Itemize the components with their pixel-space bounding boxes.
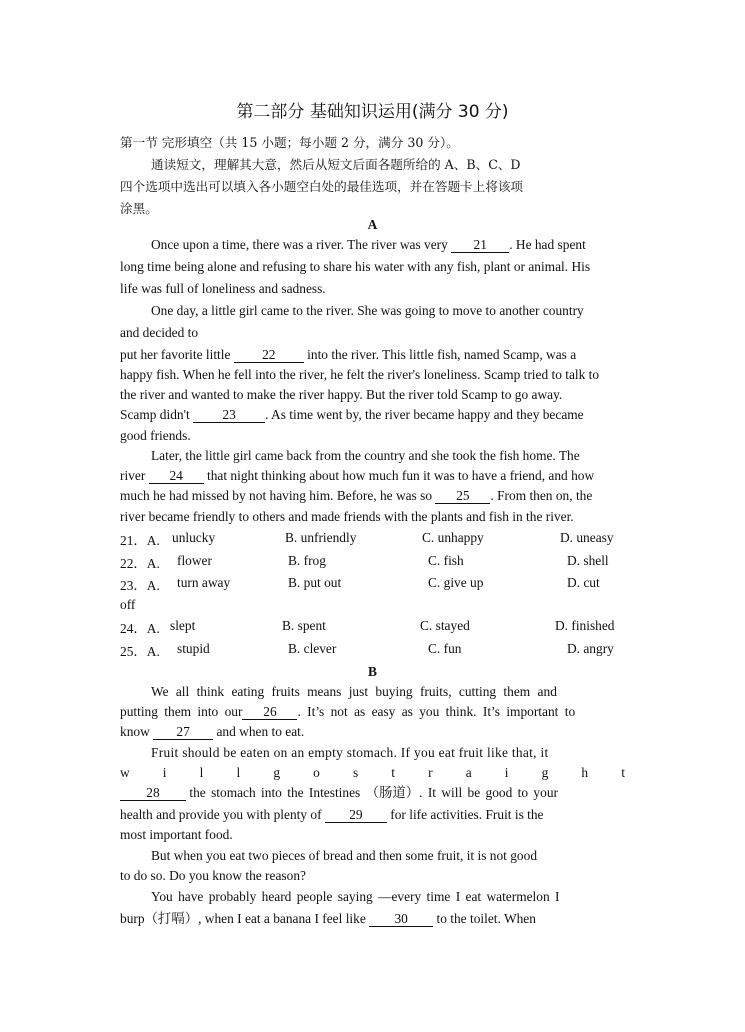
text: the stomach into the Intestines （肠道）. It will be good to your bbox=[189, 785, 558, 800]
letter: l bbox=[236, 765, 241, 780]
option-number: 23．A. bbox=[120, 578, 160, 593]
letter: g bbox=[541, 765, 549, 780]
option-number: 24．A. bbox=[120, 621, 160, 636]
option-b: B. spent bbox=[282, 618, 326, 633]
text: Once upon a time, there was a river. The river was very bbox=[151, 237, 448, 252]
letter: a bbox=[465, 765, 472, 780]
option-d: D. uneasy bbox=[560, 530, 614, 545]
blank-29: 29 bbox=[325, 807, 387, 823]
text: putting them into our bbox=[120, 704, 243, 719]
option-d: D. finished bbox=[555, 618, 615, 633]
instruction-line-3: 涂黑。 bbox=[120, 201, 158, 216]
text: to the toilet. When bbox=[436, 911, 536, 926]
blank-26: 26 bbox=[242, 704, 297, 720]
option-c: C. unhappy bbox=[422, 530, 484, 545]
letter: t bbox=[621, 765, 625, 780]
passage-a-line: and decided to bbox=[120, 325, 199, 340]
passage-a-line: One day, a little girl came to the river. She was going to move to another country bbox=[151, 303, 584, 318]
option-a: slept bbox=[170, 618, 196, 633]
passage-b-line: But when you eat two pieces of bread and then some fruit, it is not good bbox=[151, 848, 538, 863]
passage-a-line: river became friendly to others and made friends with the plants and fish in the river. bbox=[120, 509, 574, 524]
passage-b-line: Fruit should be eaten on an empty stomach. If you eat fruit like that, it bbox=[151, 745, 549, 760]
option-c: C. fish bbox=[428, 553, 464, 568]
passage-b-line: You have probably heard people saying —every time I eat watermelon I bbox=[151, 889, 560, 904]
passage-a-line: long time being alone and refusing to share his water with any fish, plant or animal. His bbox=[120, 259, 591, 274]
spread-letters-line bbox=[120, 764, 625, 782]
letter: t bbox=[391, 765, 395, 780]
text: Scamp didn't bbox=[120, 407, 190, 422]
blank-28: 28 bbox=[120, 785, 186, 801]
text: . He had spent bbox=[509, 237, 586, 252]
passage-b-line bbox=[120, 723, 625, 741]
option-d: D. angry bbox=[567, 641, 614, 656]
option-b: B. clever bbox=[288, 641, 337, 656]
option-b: B. unfriendly bbox=[285, 530, 357, 545]
text: know bbox=[120, 724, 150, 739]
text: put her favorite little bbox=[120, 347, 231, 362]
text: much he had missed by not having him. Before, he was so bbox=[120, 488, 433, 503]
option-number: 25．A. bbox=[120, 644, 160, 659]
text: . As time went by, the river became happy and they became bbox=[265, 407, 584, 422]
blank-24: 24 bbox=[149, 468, 204, 484]
passage-b-line: most important food. bbox=[120, 827, 233, 842]
option-c: C. stayed bbox=[420, 618, 470, 633]
text: . It’s not as easy as you think. It’s important to bbox=[297, 704, 576, 719]
passage-b-line bbox=[120, 806, 625, 824]
passage-a-line: the river and wanted to make the river happy. But the river told Scamp to go away. bbox=[120, 387, 563, 402]
text: into the river. This little fish, named Scamp, was a bbox=[307, 347, 577, 362]
letter: i bbox=[504, 765, 509, 780]
option-c: C. give up bbox=[428, 575, 484, 590]
passage-a-label: A bbox=[367, 217, 378, 232]
passage-a-line: Later, the little girl came back from the country and she took the fish home. The bbox=[151, 448, 580, 463]
text: river bbox=[120, 468, 146, 483]
text: . From then on, the bbox=[490, 488, 593, 503]
text: and when to eat. bbox=[216, 724, 305, 739]
option-d: D. shell bbox=[567, 553, 609, 568]
section-heading: 第一节 完形填空（共 15 小题；每小题 2 分，满分 30 分）。 bbox=[120, 135, 459, 150]
text: We all think eating fruits means just buying fruits, cutting them and bbox=[151, 684, 557, 699]
option-a: flower bbox=[177, 553, 212, 568]
passage-a-line: happy fish. When he fell into the river, he felt the river's loneliness. Scamp tried to talk to bbox=[120, 367, 600, 382]
letter: w bbox=[120, 765, 130, 780]
option-number: 21．A. bbox=[120, 533, 160, 548]
letter: l bbox=[199, 765, 204, 780]
letter: h bbox=[581, 765, 589, 780]
passage-a-line bbox=[120, 467, 625, 485]
passage-a-line bbox=[151, 236, 625, 254]
option-a: unlucky bbox=[172, 530, 216, 545]
passage-a-line bbox=[120, 487, 625, 505]
option-b: B. put out bbox=[288, 575, 342, 590]
blank-22: 22 bbox=[234, 347, 304, 363]
text: for life activities. Fruit is the bbox=[390, 807, 544, 822]
letter: o bbox=[313, 765, 320, 780]
instruction-line-2: 四个选项中选出可以填入各小题空白处的最佳选项，并在答题卡上将该项 bbox=[120, 179, 523, 194]
blank-30: 30 bbox=[369, 911, 433, 927]
text: burp（打嗝）, when I eat a banana I feel like bbox=[120, 911, 366, 926]
letter: i bbox=[162, 765, 167, 780]
blank-21: 21 bbox=[451, 237, 509, 253]
blank-25: 25 bbox=[435, 488, 490, 504]
text: that night thinking about how much fun it was to have a friend, and how bbox=[207, 468, 595, 483]
part-title: 第二部分 基础知识运用(满分 30 分) bbox=[236, 102, 509, 122]
letter: r bbox=[428, 765, 433, 780]
passage-b-line: to do so. Do you know the reason? bbox=[120, 868, 306, 883]
text: health and provide you with plenty of bbox=[120, 807, 322, 822]
passage-b-line bbox=[120, 784, 625, 802]
option-d: D. cut bbox=[567, 575, 600, 590]
passage-b-line bbox=[120, 910, 625, 928]
option-b: B. frog bbox=[288, 553, 326, 568]
option-a: turn away bbox=[177, 575, 231, 590]
passage-b-line bbox=[120, 703, 625, 721]
passage-a-line: life was full of loneliness and sadness. bbox=[120, 281, 326, 296]
passage-a-line: good friends. bbox=[120, 428, 191, 443]
option-d-wrap: off bbox=[120, 597, 136, 612]
blank-27: 27 bbox=[153, 724, 213, 740]
instruction-line-1: 通读短文，理解其大意，然后从短文后面各题所给的 A、B、C、D bbox=[151, 157, 521, 172]
passage-a-line bbox=[120, 346, 625, 364]
passage-a-line bbox=[120, 406, 625, 424]
passage-b-line bbox=[151, 683, 625, 701]
option-c: C. fun bbox=[428, 641, 462, 656]
passage-b-label: B bbox=[368, 664, 377, 679]
option-a: stupid bbox=[177, 641, 210, 656]
blank-23: 23 bbox=[193, 407, 265, 423]
letter: s bbox=[352, 765, 359, 780]
letter: g bbox=[273, 765, 281, 780]
option-number: 22．A. bbox=[120, 556, 160, 571]
